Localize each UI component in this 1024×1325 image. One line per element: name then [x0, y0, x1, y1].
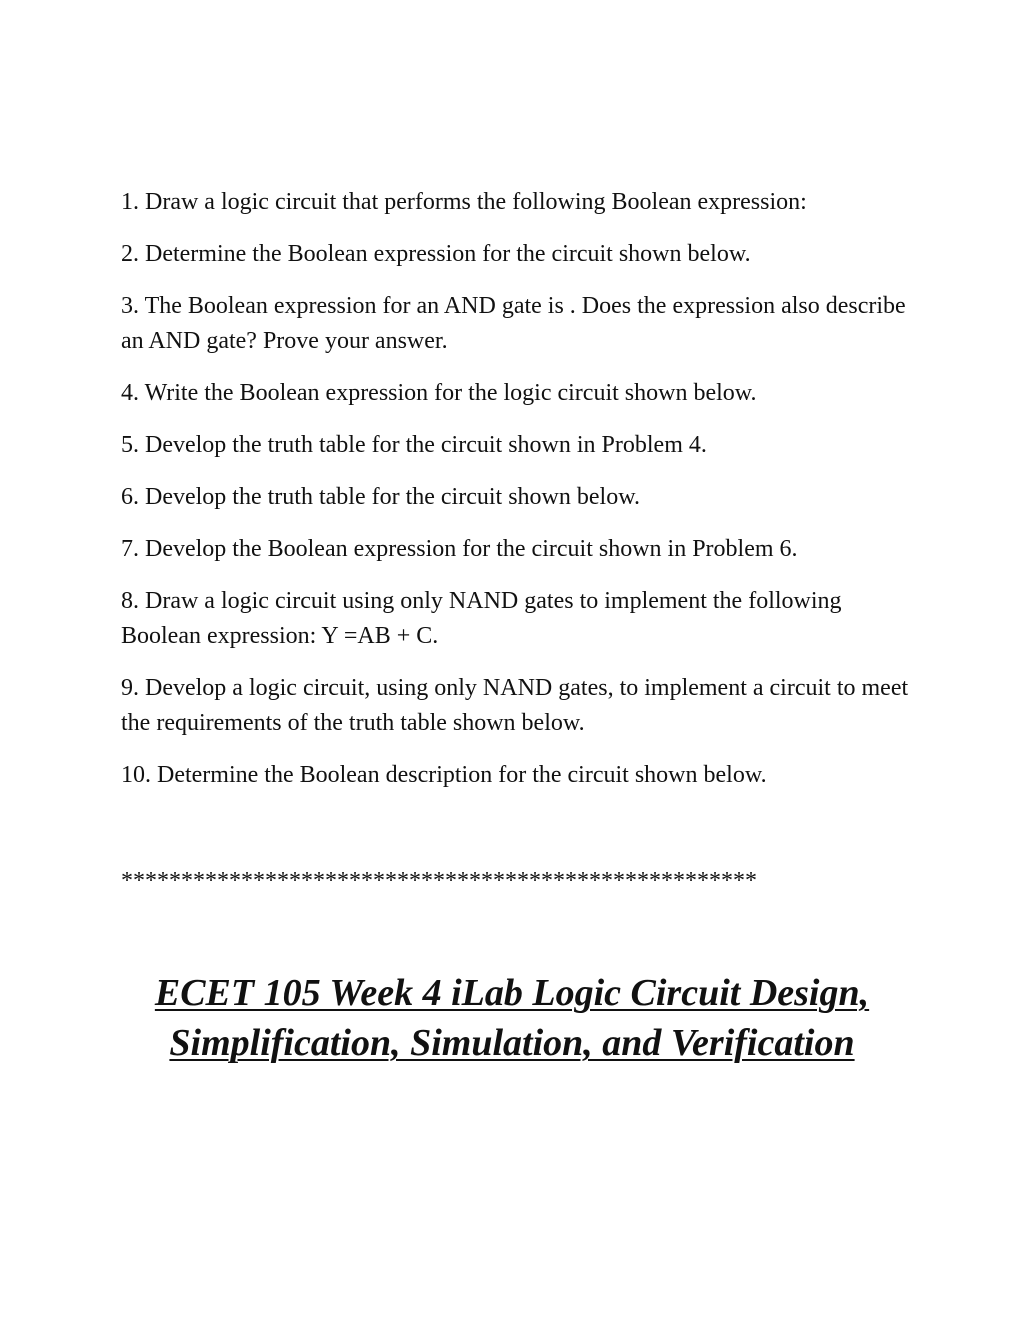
question-2: 2. Determine the Boolean expression for the circuit shown below.	[121, 241, 751, 267]
document-heading	[0, 968, 1024, 1068]
heading-line-2: Simplification, Simulation, and Verification	[169, 1022, 855, 1064]
heading-line-1: ECET 105 Week 4 iLab Logic Circuit Design,	[154, 972, 870, 1014]
question-1: 1. Draw a logic circuit that performs the following Boolean expression:	[121, 189, 807, 215]
question-7: 7. Develop the Boolean expression for the circuit shown in Problem 6.	[121, 536, 798, 562]
question-4: 4. Write the Boolean expression for the logic circuit shown below.	[121, 380, 757, 406]
question-list	[121, 185, 921, 810]
question-9: 9. Develop a logic circuit, using only NAND gates, to implement a circuit to meet the requirements of the truth table shown below.	[121, 675, 909, 736]
question-5: 5. Develop the truth table for the circuit shown in Problem 4.	[121, 432, 707, 458]
question-8: 8. Draw a logic circuit using only NAND gates to implement the following Boolean expression: Y =AB + C.	[121, 588, 842, 649]
asterisk-separator: *****************************************************	[121, 868, 757, 894]
question-10: 10. Determine the Boolean description for the circuit shown below.	[121, 762, 767, 788]
question-6: 6. Develop the truth table for the circuit shown below.	[121, 484, 640, 510]
question-3: 3. The Boolean expression for an AND gate is . Does the expression also describe an AND gate? Prove your answer.	[121, 293, 906, 354]
